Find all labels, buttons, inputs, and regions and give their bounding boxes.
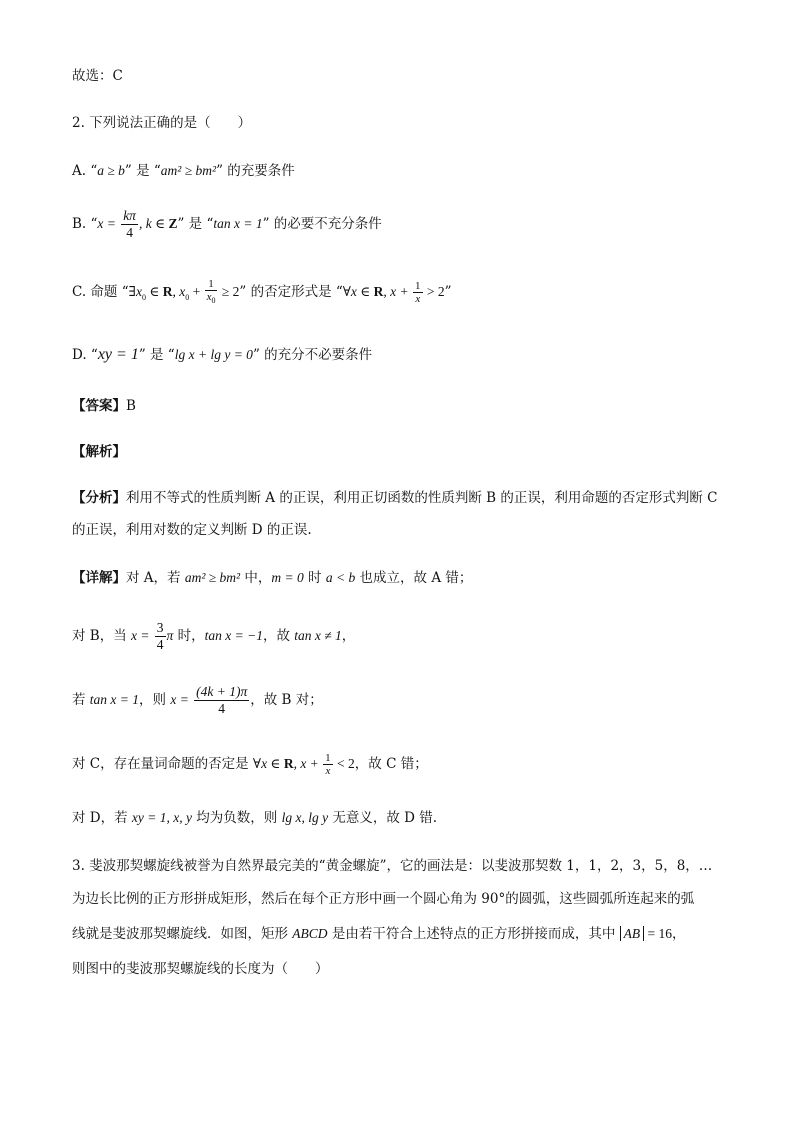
option-d: D. “xy = 1” 是 “lg x + lg y = 0” 的充分不必要条件 bbox=[72, 346, 373, 363]
option-a: A. “a ≥ b” 是 “am² ≥ bm²” 的充要条件 bbox=[72, 163, 295, 179]
question-3-line-1: 3. 斐波那契螺旋线被誉为自然界最完美的“黄金螺旋”，它的画法是：以斐波那契数 1，1，2，3，5，8，… bbox=[72, 858, 713, 874]
analysis-heading: 【解析】 bbox=[72, 444, 126, 460]
fraction: $\frac{1}{x}$ bbox=[325, 752, 331, 777]
fraction: $\frac{(4k + 1)\pi}{4}$ bbox=[196, 684, 248, 716]
detail-line-4: 对 C，存在量词命题的否定是 ∀x ∈ R, x + $\frac{1}{x}$ < 2，故 C 错； bbox=[72, 752, 428, 777]
question-3-line-2: 为边长比例的正方形拼成矩形，然后在每个正方形中画一个圆心角为 90°的圆弧，这些圆弧所连起来的弧 bbox=[72, 891, 695, 907]
option-c: C. 命题 “$\exists x_0$ ∈ R, $x_0$ + $\frac{1}{x_0}$ ≥ 2” 的否定形式是 “∀x ∈ R, x + $\frac{1}{x}$ > 2” bbox=[72, 278, 452, 306]
fraction: $\frac{1}{x_0}$ bbox=[206, 278, 216, 306]
question-2-title: 2. 下列说法正确的是（ ） bbox=[72, 115, 252, 131]
question-3-line-4: 则图中的斐波那契螺旋线的长度为（ ） bbox=[72, 961, 329, 977]
text-line: 故选：C bbox=[72, 68, 123, 84]
analysis-line-2: 的正误，利用对数的定义判断 D 的正误. bbox=[72, 522, 312, 538]
analysis-line-1: 【分析】利用不等式的性质判断 A 的正误，利用正切函数的性质判断 B 的正误，利用命题的否定形式判断 C bbox=[72, 490, 718, 506]
fraction: $\frac{1}{x}$ bbox=[415, 280, 421, 306]
option-b: B. “x = $\frac{k\pi}{4}$ , k ∈ Z” 是 “tan x = 1” 的必要不充分条件 bbox=[72, 208, 382, 240]
fraction: $\frac{k\pi}{4}$ bbox=[123, 208, 136, 240]
answer-line: 【答案】B bbox=[72, 398, 136, 414]
detail-line-3: 若 tan x = 1，则 x = $\frac{(4k + 1)\pi}{4}$ ，故 B 对； bbox=[72, 684, 323, 716]
detail-line-5: 对 D，若 xy = 1, x, y 均为负数，则 lg x, lg y 无意义，故 D 错. bbox=[72, 810, 438, 826]
fraction: $\frac{3}{4}$ bbox=[156, 620, 164, 652]
detail-line-2: 对 B，当 x = $\frac{3}{4}$ π 时，tan x = −1，故 tan x ≠ 1， bbox=[72, 620, 356, 652]
detail-line-1: 【详解】对 A，若 am² ≥ bm² 中，m = 0 时 a < b 也成立，故 A 错； bbox=[72, 570, 473, 586]
question-3-line-3: 线就是斐波那契螺旋线．如图，矩形 ABCD 是由若干符合上述特点的正方形拼接而成，其中 AB = 16， bbox=[72, 926, 686, 942]
